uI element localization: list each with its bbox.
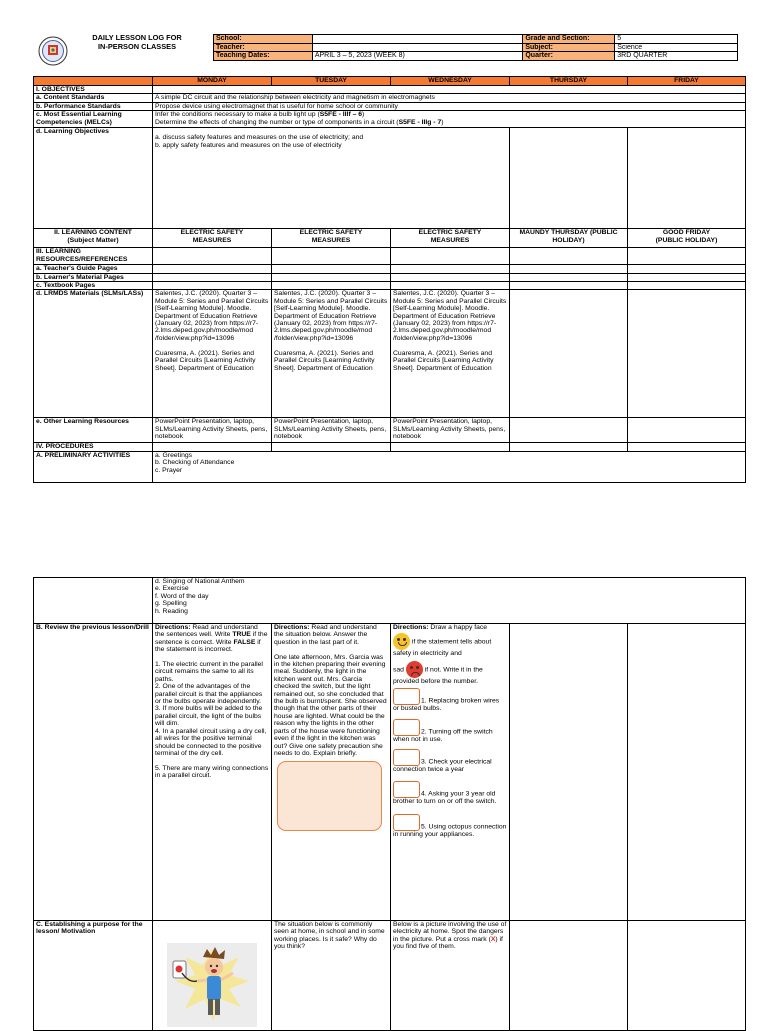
other-resources-monday: PowerPoint Presentation, laptop, SLMs/Learning Activity Sheets, pens, notebook [153,418,272,443]
title-line-1: DAILY LESSON LOG FOR [92,33,182,42]
performance-standards-text: Propose device using electromagnet that is useful for home school or community [153,102,746,110]
learning-objectives-label: d. Learning Objectives [34,128,153,229]
learning-objectives-text: a. discuss safety features and measures on the use of electricity; and b. apply safety features and measures on the use of electricity [153,128,510,229]
motivation-label: C. Establishing a purpose for the lesson/ Motivation [34,921,153,1031]
preliminary-activities-list-p2: d. Singing of National Anthem e. Exercise f. Word of the day g. Spelling h. Reading [153,578,746,624]
motivation-tuesday: The situation below is commonly seen at home, in school and in some working places. Is it safe? Why do you think? [272,921,391,1031]
review-monday-item: 2. One of the advantages of the parallel circuit is that the appliances or the bulbs operate independently. [155,683,263,706]
teacher-label: Teacher: [214,43,313,52]
school-value [312,35,523,44]
day-header-monday: MONDAY [153,77,272,86]
sad-face-icon [406,661,423,678]
day-header-friday: FRIDAY [628,77,746,86]
review-tuesday: Directions: Read and understand the situation below. Answer the question in the last part of it. One late afternoon, Mrs. Garcia was in the kitchen preparing their evening meal. Suddenly, the light in the kitchen went out. Mrs. Garcia checked the switch, but the light remained out, so she concluded that the bulb is burnt/spent. She observed though that the other parts of their house are lighted. What could be the reason why the lights in the other parts of the house were functioning even if the light in the kitchen was out? Give one safety precaution she needs to do. Explain briefly. [272,624,391,921]
header-info-table [213,34,738,61]
answer-box [393,814,420,831]
preliminary-activities-list-p1: a. Greetings b. Checking of Attendance c. Prayer [153,451,746,482]
answer-box [393,781,420,798]
review-monday-item: 4. In a parallel circuit using a dry cell, all wires for the positive terminal should be connected to the positive terminal of the dry cell. [155,727,267,757]
topic-wednesday: ELECTRIC SAFETY MEASURES [391,229,510,248]
happy-face-icon [393,633,410,650]
dates-value: APRIL 3 – 5, 2023 (WEEK 8) [312,52,523,61]
teacher-value [312,43,523,52]
resources-heading: III. LEARNING RESOURCES/REFERENCES [34,248,153,265]
melc-label: c. Most Essential Learning Competencies (MELCs) [34,111,153,128]
title-line-2: IN-PERSON CLASSES [97,41,177,51]
document-title [62,34,212,51]
review-drill-label: B. Review the previous lesson/Drill [34,624,153,921]
quarter-label: Quarter: [523,52,615,61]
motivation-wednesday: Below is a picture involving the use of electricity at home. Spot the dangers in the picture. Put a cross mark (X) if you find five of them. [391,921,510,1031]
answer-box [277,761,382,831]
dates-label: Teaching Dates: [214,52,313,61]
content-standards-text: A simple DC circuit and the relationship between electricity and magnetism in electromagnets [153,94,746,102]
grade-label: Grade and Section: [523,35,615,44]
lrmds-monday: Salentes, J.C. (2020). Quarter 3 – Module 5: Series and Parallel Circuits [Self-Learning Module]. Moodle. Department of Education Retrieve (January 02, 2023) from https://r7-2.lms.deped.gov.ph/moodle/mod /folder/view.php?id=13096 Cuaresma, A. (2021). Series and Parallel Circuits [Learning Activity Sheet]. Department of Education [153,290,272,418]
answer-box [393,719,420,736]
lesson-log-table-page1 [33,76,746,483]
content-standards-label: a. Content Standards [34,94,153,102]
textbook-pages-label: c. Textbook Pages [34,282,153,290]
subject-label: Subject: [523,43,615,52]
performance-standards-label: b. Performance Standards [34,102,153,110]
review-wednesday: Directions: Draw a happy face if the statement tells about safety in electricity and sad if not. Write it in the provided before the number. 1. Replacing broken wires or busted bulbs. 2. Turning off the switch when not in use. 3. Check your electrical connection twice a year 4. Asking your 3 year old brother to turn on or off the switch. 5. Using octopus connection in running your appliances. [391,624,510,921]
lrmds-wednesday: Salentes, J.C. (2020). Quarter 3 – Module 5: Series and Parallel Circuits [Self-Learning Module]. Moodle. Department of Education Retrieve (January 02, 2023) from https://r7-2.lms.deped.gov.ph/moodle/mod /folder/view.php?id=13096 Cuaresma, A. (2021). Series and Parallel Circuits [Learning Activity Sheet]. Department of Education [391,290,510,418]
quarter-value: 3RD QUARTER [615,52,738,61]
subject-value: Science [615,43,738,52]
other-resources-tuesday: PowerPoint Presentation, laptop, SLMs/Learning Activity Sheets, pens, notebook [272,418,391,443]
motivation-monday [153,921,272,1031]
other-resources-wednesday: PowerPoint Presentation, laptop, SLMs/Learning Activity Sheets, pens, notebook [391,418,510,443]
answer-box [393,749,420,766]
review-monday: Directions: Read and understand the sentences well. Write TRUE if the sentence is correct. Write FALSE if the statement is incorrect. 1. The electric current in the parallel circuit remains the same to all its paths. 2. One of the advantages of the parallel circuit is that the appliances or the bulbs operate independently. 3. If more bulbs will be added to the parallel circuit, the light of the bulbs will dim. 4. In a parallel circuit using a dry cell, all wires for the positive terminal should be connected to the positive terminal of the dry cell. 5. There are many wiring connections in a parallel circuit. [153,624,272,921]
day-header-tuesday: TUESDAY [272,77,391,86]
review-monday-item: 3. If more bulbs will be added to the parallel circuit, the light of the bulbs will dim. [155,705,263,728]
day-header-wednesday: WEDNESDAY [391,77,510,86]
topic-tuesday: ELECTRIC SAFETY MEASURES [272,229,391,248]
other-resources-label: e. Other Learning Resources [34,418,153,443]
melc-text: Infer the conditions necessary to make a bulb light up (S5FE - IIIf – 6) Determine the effects of changing the number or type of components in a circuit (S5FE - IIIg - 7) [153,111,746,128]
review-monday-item: 1. The electric current in the parallel circuit remains the same to all its paths. [155,661,263,683]
lrmds-label: d. LRMDS Materials (SLMs/LASs) [34,290,153,418]
day-header-thursday: THURSDAY [510,77,628,86]
school-label: School: [214,35,313,44]
lesson-log-table-page2 [33,577,746,1031]
learning-content-label: II. LEARNING CONTENT (Subject Matter) [34,229,153,248]
review-monday-item: 5. There are many wiring connections in a parallel circuit. [155,764,269,780]
topic-monday: ELECTRIC SAFETY MEASURES [153,229,272,248]
grade-value: 5 [615,35,738,44]
procedures-heading: IV. PROCEDURES [34,443,153,451]
day-header-blank [34,77,153,86]
learners-material-label: b. Learner's Material Pages [34,273,153,281]
answer-box [393,688,420,705]
electric-shock-boy-illustration [167,943,257,1027]
teachers-guide-label: a. Teacher's Guide Pages [34,265,153,273]
preliminary-activities-label: A. PRELIMINARY ACTIVITIES [34,451,153,482]
topic-thursday-holiday: MAUNDY THURSDAY (PUBLIC HOLIDAY) [510,229,628,248]
objectives-heading: I. OBJECTIVES [34,86,153,94]
lrmds-tuesday: Salentes, J.C. (2020). Quarter 3 – Module 5: Series and Parallel Circuits [Self-Learning Module]. Moodle. Department of Education Retrieve (January 02, 2023) from https://r7-2.lms.deped.gov.ph/moodle/mod /folder/view.php?id=13096 Cuaresma, A. (2021). Series and Parallel Circuits [Learning Activity Sheet]. Department of Education [272,290,391,418]
topic-friday-holiday: GOOD FRIDAY (PUBLIC HOLIDAY) [628,229,746,248]
